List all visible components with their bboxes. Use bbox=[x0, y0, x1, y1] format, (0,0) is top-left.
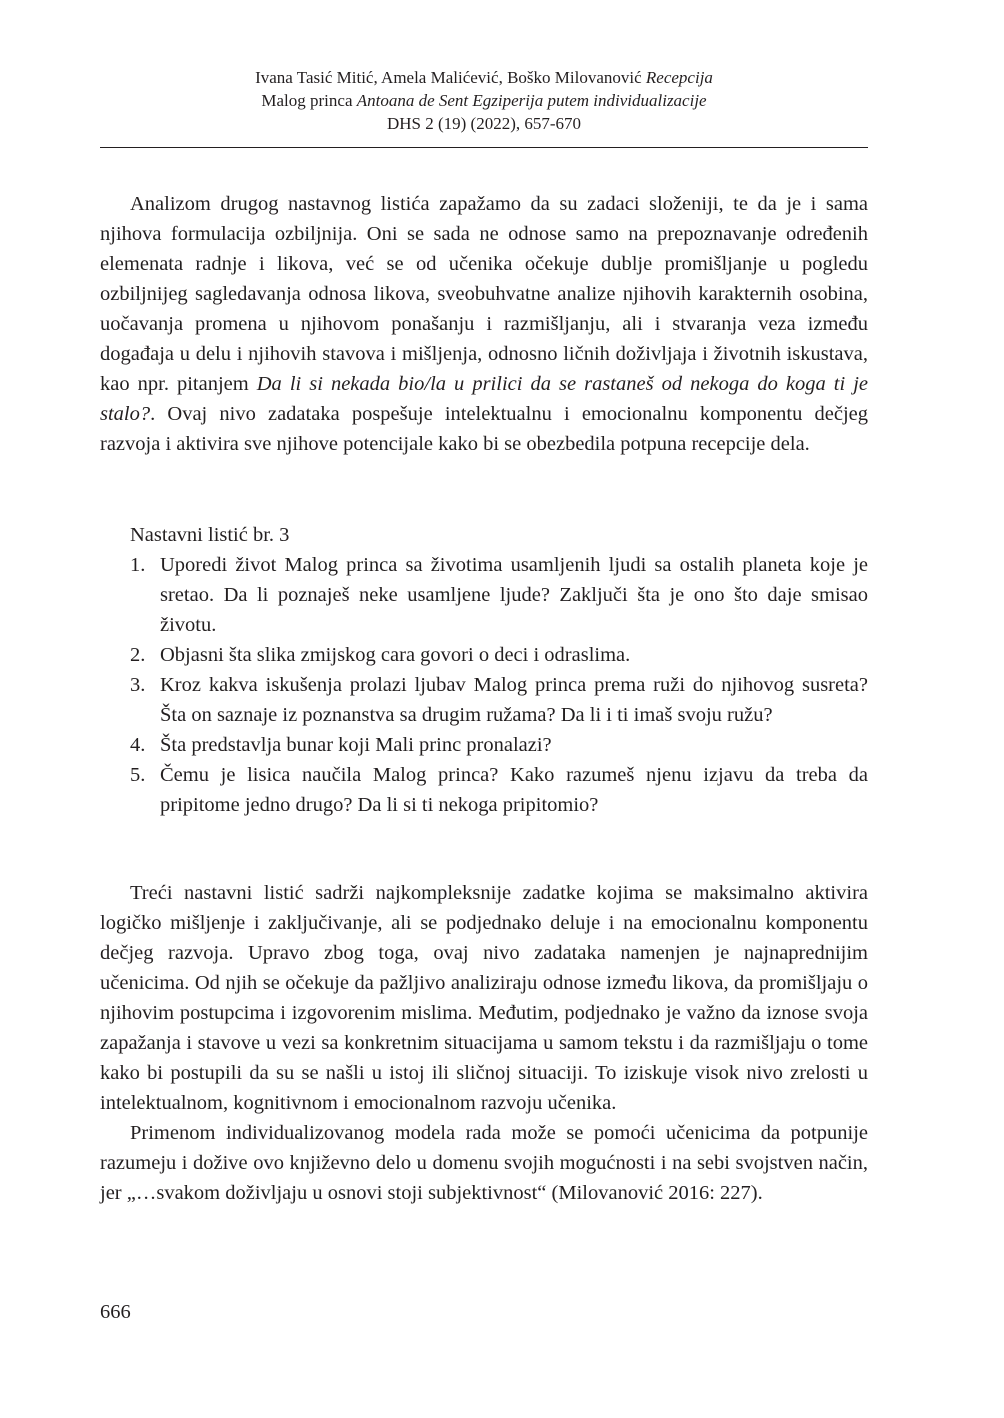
paragraph-2: Treći nastavni listić sadrži najkompleksnije zadatke kojima se maksimalno aktivira logičko mišljenje i zaključivanje, ali se podjednako deluje i na emocionalnu komponentu dečjeg razvoja. Upravo zbog toga, ovaj nivo zadataka namenjen je najnaprednijim učenicima. Od njih se očekuje da pažljivo analiziraju odnose između likova, da promišljaju o njihovim postupcima i izgovorenim mislima. Međutim, podjednako je važno da iznose svoja zapažanja i stavove u vezi sa konkretnim situacijama u samom tekstu i da razmišljaju o tome kako bi postupili da su se našli u istoj ili sličnoj situaciji. To iziskuje visok nivo zrelosti u intelektualnom, kognitivnom i emocionalnom razvoju učenika. bbox=[100, 882, 868, 1114]
paragraph-1 bbox=[100, 189, 868, 459]
header-title-italic-2: Antoana de Sent Egziperija putem individualizacije bbox=[356, 91, 707, 110]
header-authors: Ivana Tasić Mitić, Amela Malićević, Boško Milovanović bbox=[255, 68, 646, 87]
worksheet-item bbox=[100, 730, 868, 760]
worksheet-item-text: Objasni šta slika zmijskog cara govori o deci i odraslima. bbox=[160, 644, 631, 666]
page-number: 666 bbox=[100, 1301, 131, 1323]
worksheet-item bbox=[100, 550, 868, 640]
worksheet-item-number: 5. bbox=[130, 764, 146, 786]
paragraph-1-text-after: . Ovaj nivo zadataka pospešuje intelektualnu i emocionalnu komponentu dečjeg razvoja i aktivira sve njihove potencijale kako bi se obezbedila potpuna recepcije dela. bbox=[100, 403, 868, 455]
worksheet-item-text: Čemu je lisica naučila Malog princa? Kako razumeš njenu izjavu da treba da pripitome jedno drugo? Da li si ti nekoga pripitomio? bbox=[160, 764, 868, 816]
paragraph-1-italic-question: Da li si nekada bio/la u prilici da se rastaneš od nekoga do koga ti je stalo? bbox=[100, 373, 868, 425]
header-line-2 bbox=[100, 89, 868, 112]
worksheet-item-text: Kroz kakva iskušenja prolazi ljubav Malog princa prema ruži do njihovog susreta? Šta on saznaje iz poznanstva sa drugim ružama? Da li i ti imaš svoju ružu? bbox=[160, 674, 868, 726]
worksheet-item-number: 4. bbox=[130, 734, 146, 756]
paragraph-1-text-before: Analizom drugog nastavnog listića zapažamo da su zadaci složeniji, te da je i sama njihova formulacija ozbiljnija. Oni se sada ne odnose samo na prepoznavanje određenih elemenata radnje i likova, već se od učenika očekuje dublje promišljanje u pogledu ozbiljnijeg sagledavanja odnosa likova, sveobuhvatne analize njihovih karakternih osobina, uočavanja promena u njihovom ponašanju i razmišljanju, ali i stvaranja veza između događaja u delu i njihovih stavova i mišljenja, odnosno ličnih doživljaja i životnih iskustava, kao npr. pitanjem bbox=[100, 193, 868, 395]
worksheet-list bbox=[100, 550, 868, 820]
worksheet-item bbox=[100, 670, 868, 730]
header-title-plain: Malog princa bbox=[261, 91, 357, 110]
worksheet-item bbox=[100, 640, 868, 670]
worksheet-item-number: 2. bbox=[130, 644, 146, 666]
header-journal-citation: DHS 2 (19) (2022), 657-670 bbox=[386, 114, 582, 133]
header-title-italic-1: Recepcija bbox=[645, 68, 713, 87]
header-line-1 bbox=[100, 66, 868, 89]
header-divider bbox=[100, 147, 868, 148]
worksheet-block bbox=[100, 520, 868, 820]
worksheet-item bbox=[100, 760, 868, 820]
worksheet-item-text: Šta predstavlja bunar koji Mali princ pronalazi? bbox=[160, 734, 552, 756]
worksheet-title: Nastavni listić br. 3 bbox=[130, 524, 290, 546]
worksheet-item-number: 1. bbox=[130, 554, 146, 576]
paragraphs-after-worksheet bbox=[100, 878, 868, 1208]
worksheet-item-text: Uporedi život Malog princa sa životima usamljenih ljudi sa ostalih planeta koje je sretao. Da li poznaješ neke usamljene ljude? Zaključi šta je ono što daje smisao životu. bbox=[160, 554, 868, 636]
worksheet-item-number: 3. bbox=[130, 674, 146, 696]
paragraph-3: Primenom individualizovanog modela rada može se pomoći učenicima da potpunije razumeju i dožive ovo književno delo u domenu svojih mogućnosti i na sebi svojstven način, jer „…svakom doživljaju u osnovi stoji subjektivnost“ (Milovanović 2016: 227). bbox=[100, 1122, 868, 1204]
running-header bbox=[100, 66, 868, 135]
